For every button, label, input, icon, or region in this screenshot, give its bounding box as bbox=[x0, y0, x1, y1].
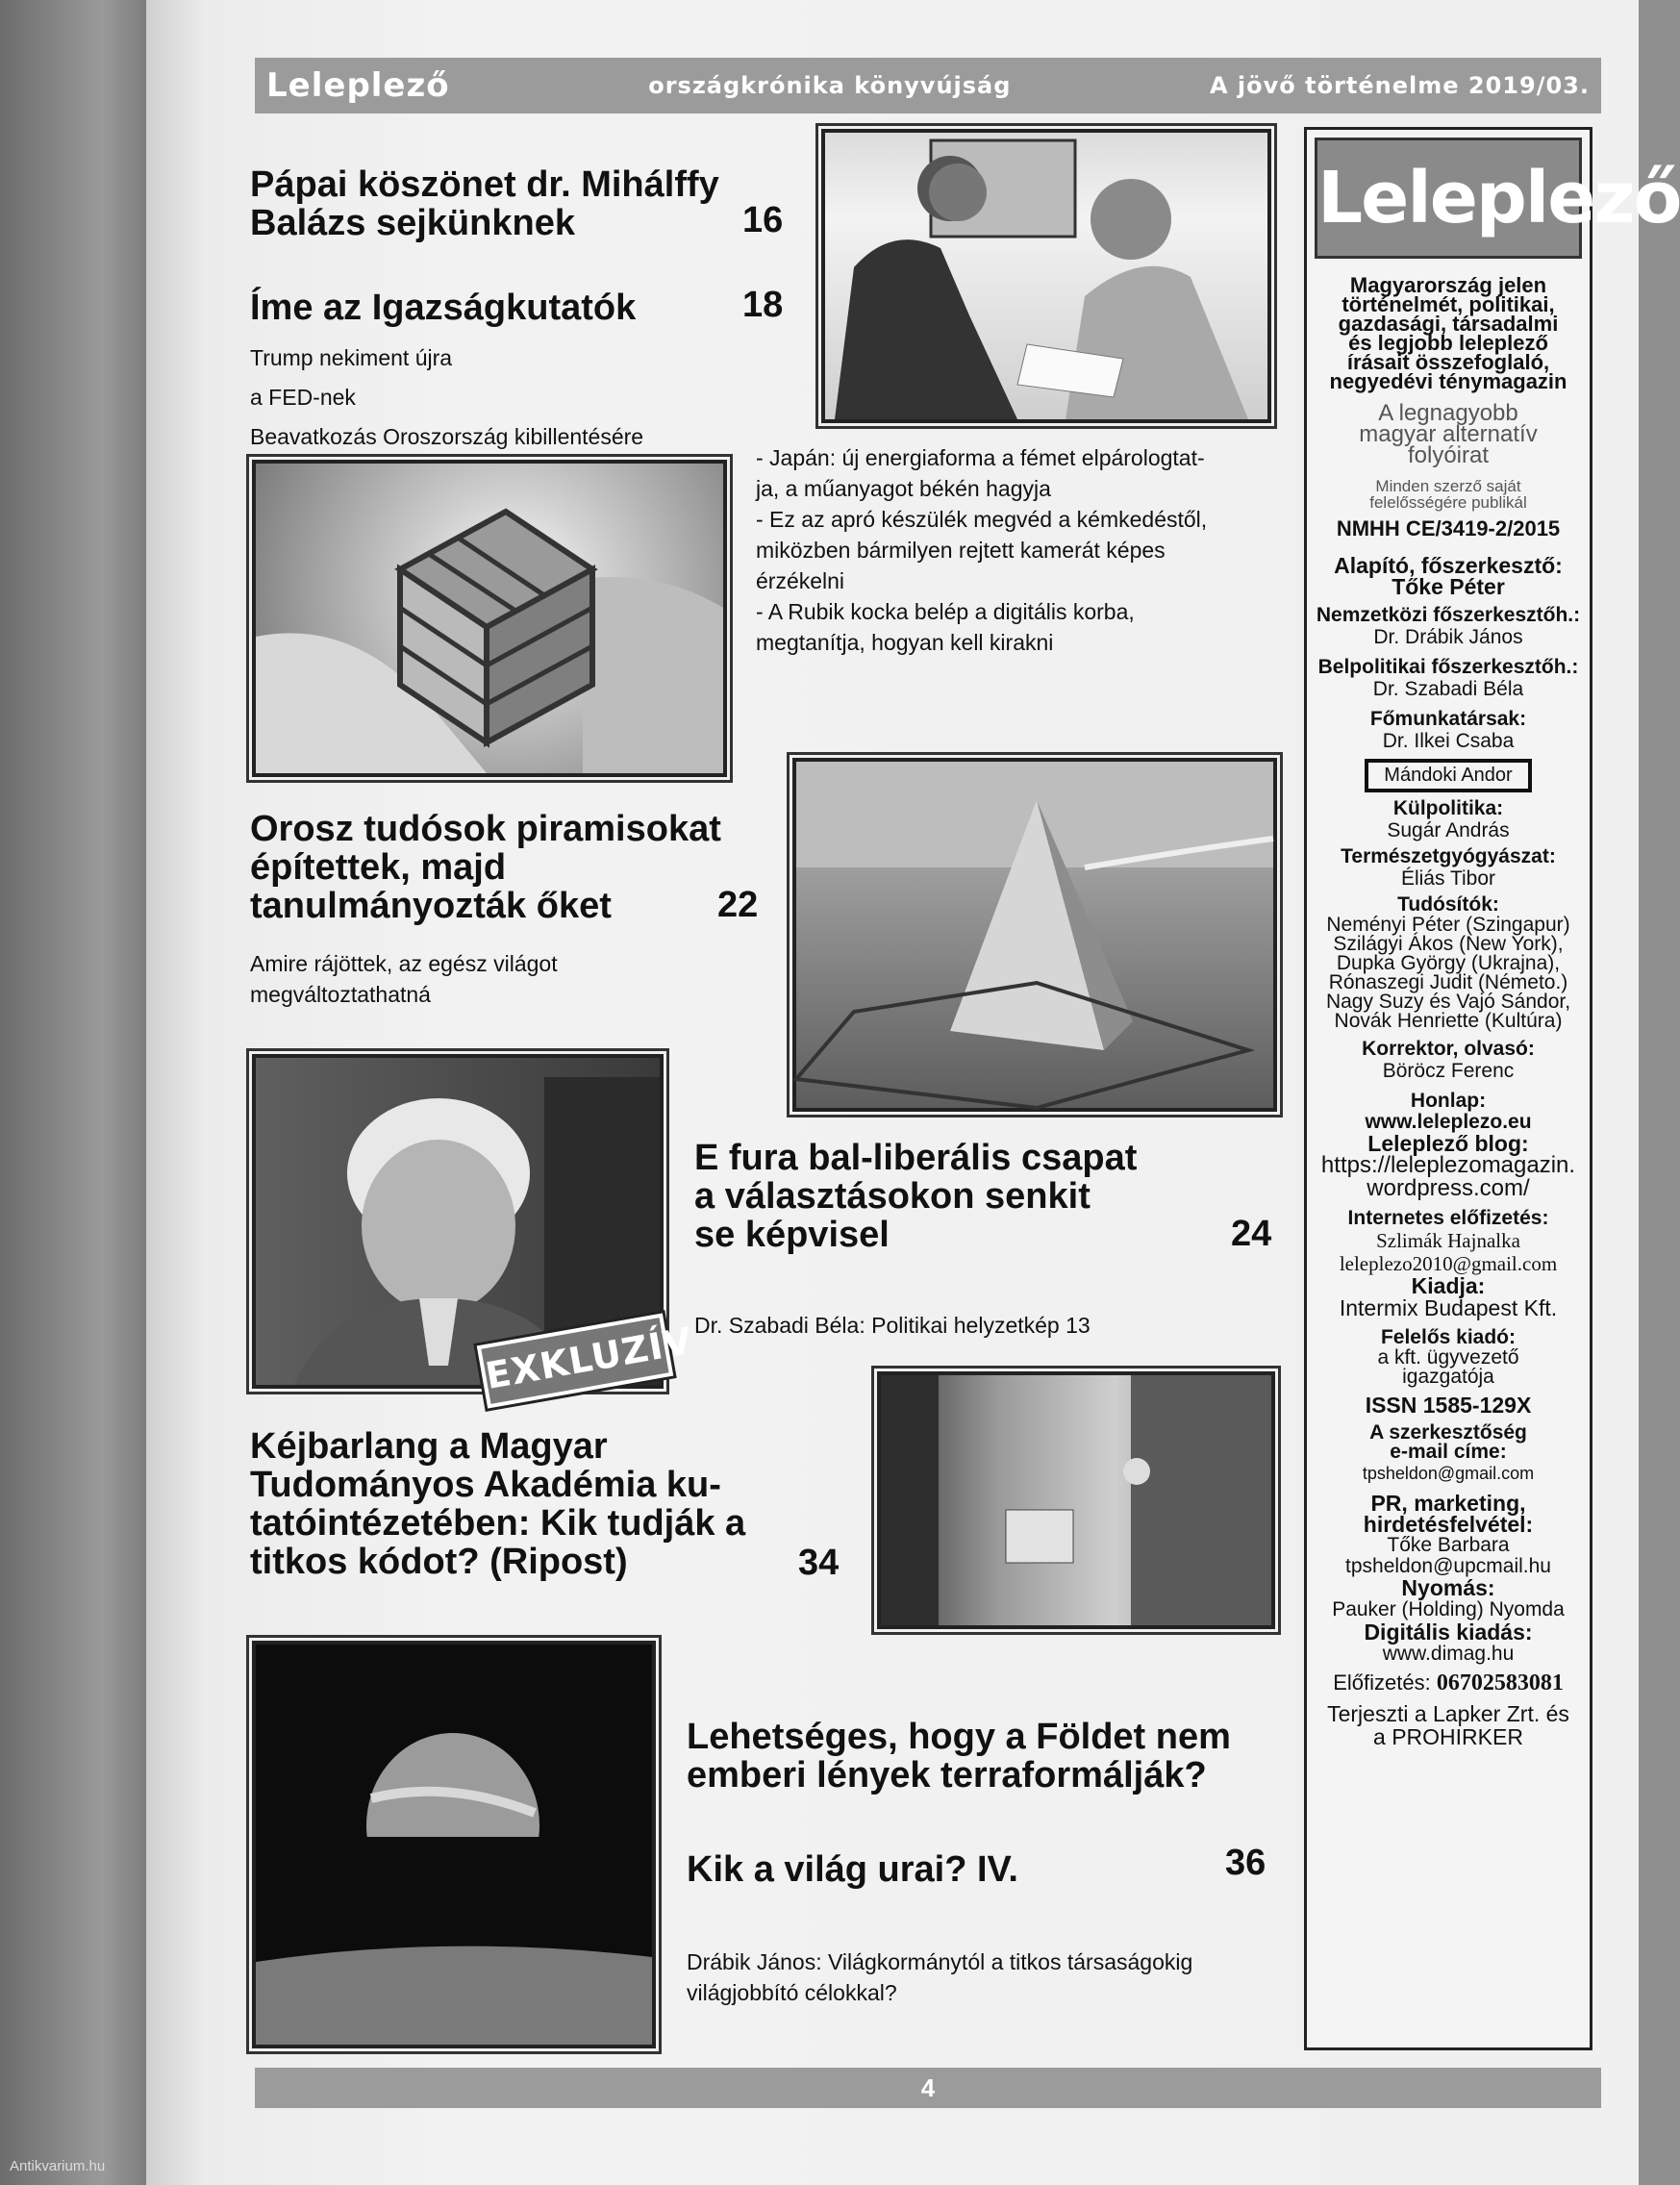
boxed-name: Mándoki Andor bbox=[1365, 759, 1531, 792]
page-number-34: 34 bbox=[798, 1543, 840, 1583]
article-teaser-politikai: Dr. Szabadi Béla: Politikai helyzetkép 13 bbox=[694, 1313, 1091, 1338]
page-number-22: 22 bbox=[717, 885, 759, 925]
subscription: Előfizetés: 06702583081 bbox=[1333, 1670, 1564, 1695]
footer-page-number: 4 bbox=[920, 2072, 936, 2102]
header-brand: Leleplező bbox=[266, 66, 450, 105]
article-title-terraformal[interactable]: Lehetséges, hogy a Földet nem emberi lények terraformálják? bbox=[687, 1717, 1231, 1796]
article-title-papai[interactable]: Pápai köszönet dr. Mihálffy Balázs sejkünknek bbox=[250, 164, 719, 243]
staff-list: Alapító, főszerkesztő: Tőke Péter Nemzetközi főszerkesztőh.: Dr. Drábik János Belpolitikai főszerkesztőh.: Dr. Szabadi Béla Főmunkatársak: Dr. Ilkei Csaba Mándoki Andor Külpolitika: Sugár András Természetgyógyászat: Éliás Tibor Tudósítók: Neményi Péter (Szingapur) Szilágyi Ákos (New York), Dupka György (Ukrajna), Rónaszegi Judit (Németo.) Nagy Suzy és Vajó Sándor, Novák Henriette (Kultúra) Korrektor, olvasó: Böröcz Ferenc Honlap: www.leleplezo.eu Leleplező blog: https://leleplezomagazin. wordpress.com/ Internetes előfizetés: Szlimák Hajnalka leleplezo2010@gmail.com Kiadja: Intermix Budapest Kft. Felelős kiadó: a kft. ügyvezető igazgatója ISSN 1585-129X A szerkesztőség e-mail címe: tpsheldon@gmail.com PR, marketing, hirdetésfelvétel: Tőke Barbara tpsheldon@upcmail.hu Nyomás: Pauker (Holding) Nyomda Digitális kiadás: www.dimag.hu Előfizetés: 06702583081 Terjeszti a Lapker Zrt. és a PROHIRKER bbox=[1307, 555, 1590, 1748]
article-title-kejbarlang[interactable]: Kéjbarlang a Magyar Tudományos Akadémia ku- tatóintézetében: Kik tudják a titkos kódot? (Ripost) bbox=[250, 1426, 746, 1582]
article-bullets-tech: - Japán: új energiaforma a fémet elpárologtat- ja, a műanyagot békén hagyja - Ez az apró készülék megvéd a kémkedéstől, miközben bármilyen rejtett kamerát képes érzékelni - A Rubik kocka belép a digitális korba, megtanítja, hogyan kell kirakni bbox=[756, 445, 1208, 655]
page-number-18: 18 bbox=[742, 285, 784, 325]
article-title-piramisok[interactable]: Orosz tudósok piramisokat építettek, majd tanulmányozták őket bbox=[250, 809, 721, 926]
handshake-image bbox=[825, 133, 1267, 419]
masthead-logo: Leleplező bbox=[1315, 138, 1582, 259]
photo-rubik-cube bbox=[252, 460, 727, 777]
correspondents-list: Neményi Péter (Szingapur) Szilágyi Ákos (New York), Dupka György (Ukrajna), Rónaszegi Judit (Németo.) Nagy Suzy és Vajó Sándor, Novák Henriette (Kultúra) bbox=[1325, 914, 1571, 1032]
masthead-tagline: Magyarország jelen történelmét, politikai, gazdasági, társadalmi és legjobb leleplező írásait összefoglaló, negyedévi ténymagazin bbox=[1329, 273, 1567, 393]
page-number-36: 36 bbox=[1225, 1843, 1266, 1883]
distribution: Terjeszti a Lapker Zrt. és a PROHIRKER bbox=[1327, 1701, 1569, 1749]
header-subtitle: országkrónika könyvújság bbox=[648, 72, 1012, 99]
footer-bar bbox=[255, 2068, 1601, 2108]
photo-earthrise bbox=[252, 1641, 656, 2048]
page-number-24: 24 bbox=[1231, 1214, 1272, 1254]
page-number-16: 16 bbox=[742, 200, 784, 240]
book-spine-shadow bbox=[0, 0, 146, 2185]
issn: ISSN 1585-129X bbox=[1365, 1393, 1532, 1418]
masthead-sidebar bbox=[1304, 127, 1680, 2050]
photo-academy-building bbox=[877, 1371, 1275, 1629]
pyramid-image bbox=[796, 762, 1273, 1108]
article-teaser-igazsagkutatok: Trump nekiment újra a FED-nek Beavatkozás Oroszország kibillentésére bbox=[250, 345, 644, 449]
photo-handshake bbox=[821, 129, 1271, 423]
exclusive-badge: EXKLUZÍV bbox=[477, 1313, 673, 1408]
masthead-nmhh: NMHH CE/3419-2/2015 bbox=[1336, 516, 1561, 540]
homepage-link[interactable]: www.leleplezo.eu bbox=[1365, 1111, 1532, 1133]
rubik-cube-image bbox=[256, 464, 723, 773]
article-title-vilag-urai[interactable]: Kik a világ urai? IV. bbox=[687, 1849, 1018, 1890]
article-teaser-piramisok: Amire rájöttek, az egész világot megváltoztathatná bbox=[250, 951, 558, 1007]
header-issue: A jövő történelme 2019/03. bbox=[1209, 72, 1590, 99]
blog-link[interactable]: https://leleplezomagazin. wordpress.com/ bbox=[1320, 1152, 1576, 1201]
masthead-slogan: A legnagyobb magyar alternatív folyóirat bbox=[1359, 400, 1538, 468]
header-bar bbox=[255, 58, 1601, 113]
article-teaser-drabik: Drábik János: Világkormánytól a titkos társaságokig világjobbító célokkal? bbox=[687, 1949, 1193, 2005]
masthead-note: Minden szerző saját felelősségére publikál bbox=[1369, 477, 1527, 512]
photo-pyramid bbox=[792, 758, 1277, 1112]
article-title-igazsagkutatok[interactable]: Íme az Igazságkutatók bbox=[250, 288, 637, 328]
article-title-bal-liberalis[interactable]: E fura bal-liberális csapat a választásokon senkit se képvisel bbox=[694, 1138, 1138, 1255]
building-image bbox=[881, 1375, 1271, 1625]
watermark: Antikvarium.hu bbox=[10, 2158, 106, 2174]
earthrise-image bbox=[256, 1645, 652, 2045]
